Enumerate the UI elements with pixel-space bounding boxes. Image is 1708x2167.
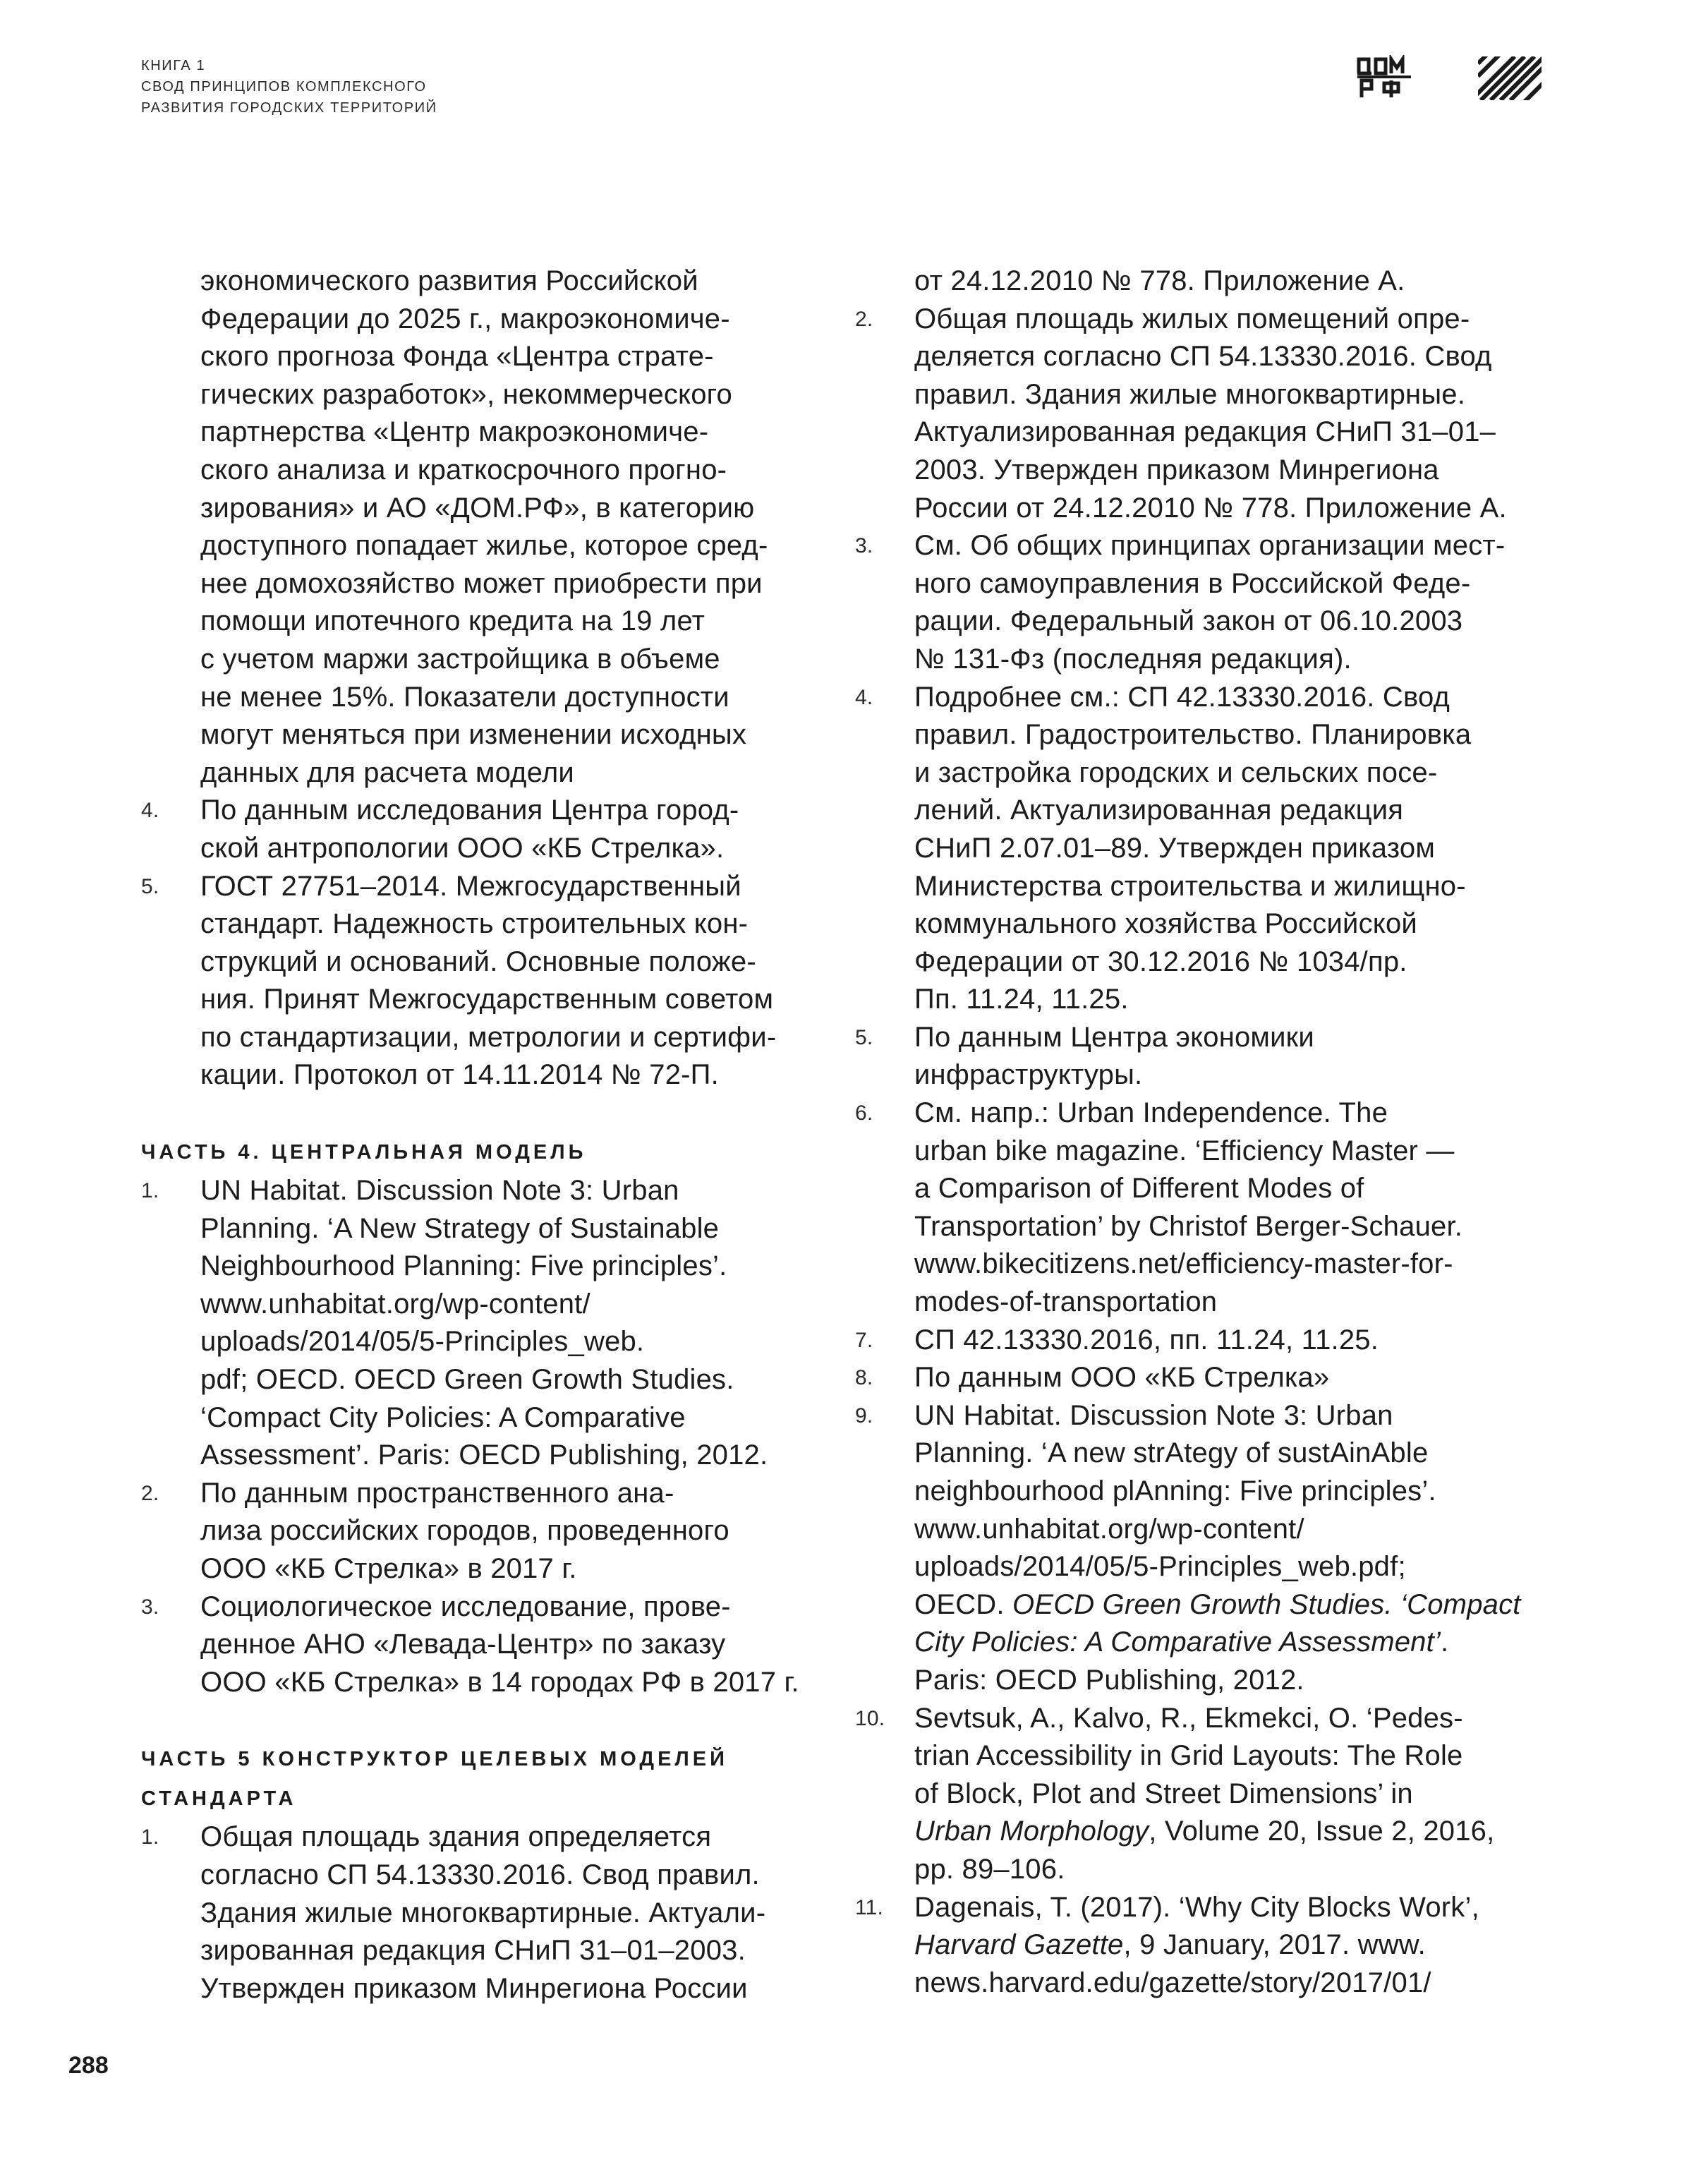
note-number: 3. xyxy=(855,534,873,558)
note-italic-title: Urban Morphology xyxy=(914,1816,1149,1847)
note-text: UN Habitat. Discussion Note 3: Urban Planning. ‘A New Strategy of Sustainable Neighbourhood Planning: Five principles’. www.unhabitat.org/wp-content/ uploads/2014/05/5-Principles_web. pdf; OECD. OECD Green Growth Studies. ‘Compact City Policies: A Comparative Assessment’. Paris: OECD Publishing, 2012. xyxy=(200,1175,768,1471)
note-text: СП 42.13330.2016, пп. 11.24, 11.25. xyxy=(914,1324,1379,1356)
note-text: По данным Центра экономики инфраструктуры. xyxy=(914,1021,1314,1091)
note-text xyxy=(914,1397,1561,1700)
note-item xyxy=(141,792,847,867)
note-number: 3. xyxy=(141,1595,159,1619)
note-number: 7. xyxy=(855,1328,873,1352)
note-text: См. Об общих принципах организации мест- ного самоуправления в Российской Феде- рации. Федеральный закон от 06.10.2003 № 131-Фз (последняя редакция). xyxy=(914,530,1506,675)
note-item xyxy=(855,1397,1561,1700)
note-continuation: экономического развития Российской Федерации до 2025 г., макроэкономиче- ского прогноза Фонда «Центра страте- гических разработок», некоммерческого партнерства «Центр макроэкономиче- ского анализа и краткосрочного прогно- зирования» и АО «ДОМ.РФ», в категорию доступного попадает жилье, которое сред- нее домохозяйство может приобрести при помощи ипотечного кредита на 19 лет с учетом маржи застройщика в объеме не менее 15%. Показатели доступности могут меняться при изменении исходных данных для расчета модели xyxy=(200,265,768,788)
note-italic-title: OECD Green Growth Studies. ‘Compact City Policies: A Comparative Assessment’ xyxy=(914,1588,1521,1658)
note-text: Общая площадь здания определяется согласно СП 54.13330.2016. Свод правил. Здания жилые многоквартирные. Актуали- зированная редакция СНиП 31–01–2003. Утвержден приказом Минрегиона России xyxy=(200,1821,766,2004)
note-text: Социологическое исследование, прове- денное АНО «Левада-Центр» по заказу ООО «КБ Стрелка» в 14 городах РФ в 2017 г. xyxy=(200,1590,799,1698)
note-text: По данным ООО «КБ Стрелка» xyxy=(914,1362,1330,1394)
note-item xyxy=(855,1359,1561,1397)
note-item xyxy=(141,1818,847,2008)
note-item xyxy=(141,1475,847,1588)
page-number: 288 xyxy=(68,2052,109,2079)
left-column xyxy=(141,262,847,2008)
note-text-part: OECD. xyxy=(914,1588,1012,1620)
note-item xyxy=(141,868,847,1095)
note-item xyxy=(141,1588,847,1702)
note-continuation: от 24.12.2010 № 778. Приложение А. xyxy=(914,265,1405,296)
note-text: Общая площадь жилых помещений опре- деляется согласно СП 54.13330.2016. Свод правил. Здания жилые многоквартирные. Актуализированная редакция СНиП 31–01– 2003. Утвержден приказом Минрегиона России от 24.12.2010 № 778. Приложение А. xyxy=(914,303,1507,524)
book-title-line-2: РАЗВИТИЯ ГОРОДСКИХ ТЕРРИТОРИЙ xyxy=(141,100,437,116)
note-item xyxy=(855,1700,1561,1889)
note-text: По данным пространственного ана- лиза российских городов, проведенного ООО «КБ Стрелка» в 2017 г. xyxy=(200,1477,729,1584)
note-item xyxy=(855,1019,1561,1094)
diagonal-pattern-logo-icon xyxy=(1478,56,1542,100)
note-item xyxy=(855,301,1561,528)
note-text-part: . Paris: OECD Publishing, 2012. xyxy=(914,1626,1449,1696)
dom-rf-logo xyxy=(1356,55,1412,100)
note-text-part: Sevtsuk, A., Kalvo, R., Ekmekci, O. ‘Pedes- trian Accessibility in Grid Layouts: The Role of Block, Plot and Street Dimensions’ in xyxy=(914,1702,1463,1809)
note-item xyxy=(855,1094,1561,1322)
note-number: 10. xyxy=(855,1706,885,1730)
note-text-part: UN Habitat. Discussion Note 3: Urban Planning. ‘A new strAtegy of sustAinAble neighbourhood plAnning: Five principles’. www.unhabitat.org/wp-content/ uploads/2014/05/5-Principles_web.pdf; xyxy=(914,1399,1436,1583)
note-number: 1. xyxy=(141,1825,159,1849)
note-text: См. напр.: Urban Independence. The urban bike magazine. ‘Efficiency Master — a Comparison of Different Modes of Transportation’ by Christof Berger-Schauer. www.bikecitizens.net/efficiency-master-for- modes-of-transportation xyxy=(914,1097,1463,1318)
note-number: 4. xyxy=(855,685,873,709)
note-text xyxy=(914,1889,1561,2003)
note-number: 1. xyxy=(141,1179,159,1203)
note-item xyxy=(141,1172,847,1475)
note-number: 6. xyxy=(855,1101,873,1125)
note-number: 5. xyxy=(855,1025,873,1049)
section-heading-part-4: ЧАСТЬ 4. ЦЕНТРАЛЬНАЯ МОДЕЛЬ xyxy=(141,1141,587,1164)
note-item xyxy=(855,1889,1561,2003)
note-number: 2. xyxy=(855,307,873,331)
book-label: КНИГА 1 xyxy=(141,58,206,73)
note-text: ГОСТ 27751–2014. Межгосударственный стандарт. Надежность строительных кон- струкций и оснований. Основные положе- ния. Принят Межгосударственным советом по стандартизации, метрологии и сертифи- кации. Протокол от 14.11.2014 № 72-П. xyxy=(200,870,777,1091)
note-number: 2. xyxy=(141,1481,159,1505)
note-text-part: Dagenais, T. (2017). ‘Why City Blocks Work’, xyxy=(914,1891,1479,1923)
note-number: 8. xyxy=(855,1366,873,1390)
note-text: Подробнее см.: СП 42.13330.2016. Свод правил. Градостроительство. Планировка и застройка городских и сельских посе- лений. Актуализированная редакция СНиП 2.07.01–89. Утвержден приказом Министерства строительства и жилищно- коммунального хозяйства Российской Федерации от 30.12.2016 № 1034/пр. Пп. 11.24, 11.25. xyxy=(914,681,1472,1015)
note-number: 5. xyxy=(141,874,159,898)
note-text-part: , 9 January, 2017. www. news.harvard.edu/gazette/story/2017/01/ xyxy=(914,1929,1431,1998)
note-text-part: , Volume 20, Issue 2, 2016, pp. 89–106. xyxy=(914,1816,1495,1885)
running-head xyxy=(141,55,437,119)
note-number: 9. xyxy=(855,1404,873,1427)
note-number: 11. xyxy=(855,1895,884,1919)
note-item xyxy=(855,527,1561,678)
note-number: 4. xyxy=(141,799,159,823)
note-text: По данным исследования Центра город- ской антропологии ООО «КБ Стрелка». xyxy=(200,795,739,864)
section-heading-part-5: ЧАСТЬ 5 КОНСТРУКТОР ЦЕЛЕВЫХ МОДЕЛЕЙ СТАНДАРТА xyxy=(141,1748,728,1811)
note-item xyxy=(855,679,1561,1019)
right-column xyxy=(855,262,1561,2002)
note-text xyxy=(914,1700,1561,1889)
book-title-line-1: СВОД ПРИНЦИПОВ КОМПЛЕКСНОГО xyxy=(141,79,427,95)
note-item xyxy=(855,1322,1561,1360)
note-italic-title: Harvard Gazette xyxy=(914,1929,1124,1961)
